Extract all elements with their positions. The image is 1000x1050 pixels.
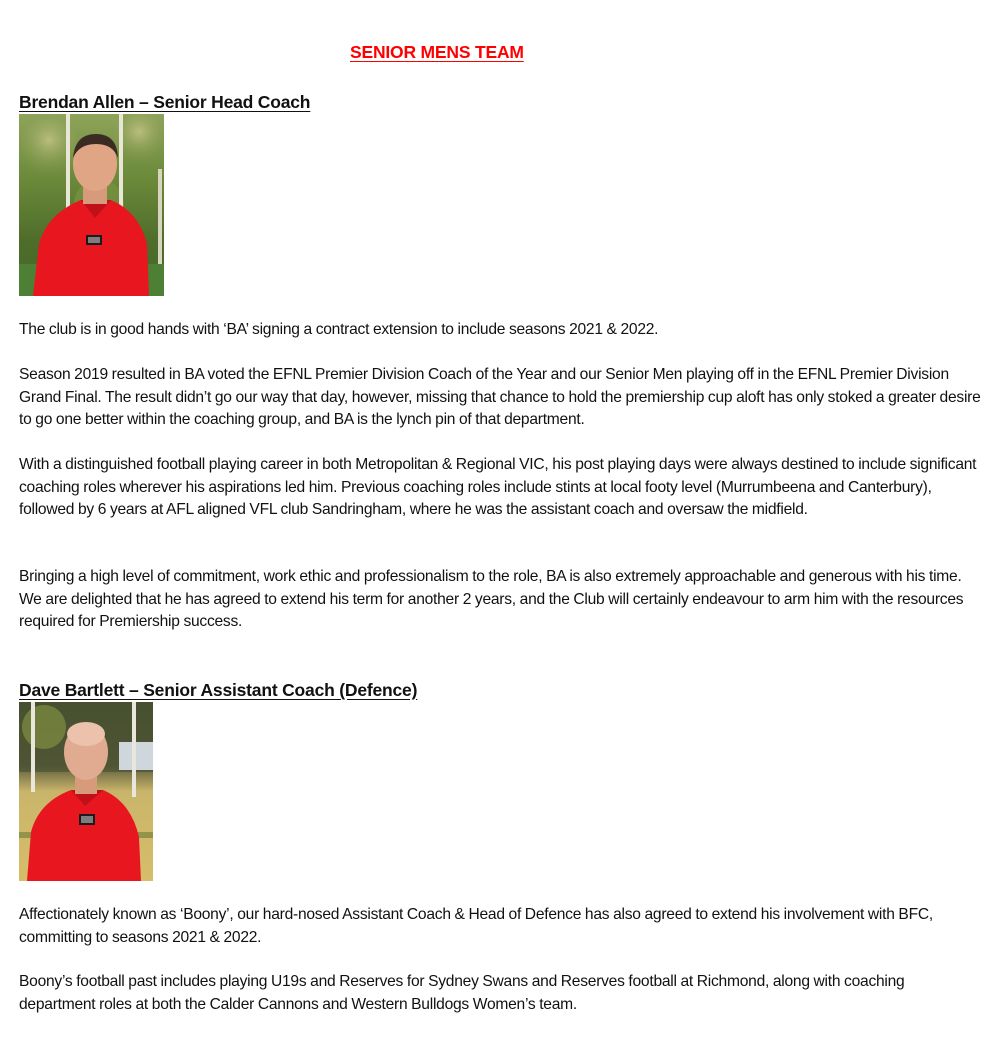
- portrait-image: [19, 114, 164, 296]
- coach-photo-brendan-allen: [19, 114, 164, 296]
- coach-heading-dave-bartlett: Dave Bartlett – Senior Assistant Coach (Defence): [19, 680, 418, 700]
- coach-heading-brendan-allen: Brendan Allen – Senior Head Coach: [19, 92, 311, 112]
- paragraph: With a distinguished football playing career in both Metropolitan & Regional VIC, his post playing days were always destined to include significant coaching roles wherever his aspirations led him. Previous coaching roles include stints at local footy level (Murrumbeena and Canterbury), followed by 6 years at AFL aligned VFL club Sandringham, where he was the assistant coach and oversaw the midfield.: [19, 456, 977, 518]
- coach-photo-dave-bartlett: [19, 702, 153, 881]
- paragraph: The club is in good hands with ‘BA’ signing a contract extension to include seasons 2021 & 2022.: [19, 321, 659, 338]
- paragraph: Season 2019 resulted in BA voted the EFNL Premier Division Coach of the Year and our Senior Men playing off in the EFNL Premier Division Grand Final. The result didn’t go our way that day, however, missing that chance to hold the premiership cup aloft has only stoked a greater desire to go one better within the coaching group, and BA is the lynch pin of that department.: [19, 366, 981, 428]
- page-title: SENIOR MENS TEAM: [350, 42, 524, 62]
- paragraph: Bringing a high level of commitment, work ethic and professionalism to the role, BA is also extremely approachable and generous with his time. We are delighted that he has agreed to extend his term for another 2 years, and the Club will certainly endeavour to arm him with the resources required for Premiership success.: [19, 568, 964, 630]
- paragraph: Boony’s football past includes playing U19s and Reserves for Sydney Swans and Reserves football at Richmond, along with coaching department roles at both the Calder Cannons and Western Bulldogs Women’s team.: [19, 973, 905, 1013]
- portrait-image: [19, 702, 153, 881]
- paragraph: Affectionately known as ‘Boony’, our hard-nosed Assistant Coach & Head of Defence has also agreed to extend his involvement with BFC, committing to seasons 2021 & 2022.: [19, 906, 933, 946]
